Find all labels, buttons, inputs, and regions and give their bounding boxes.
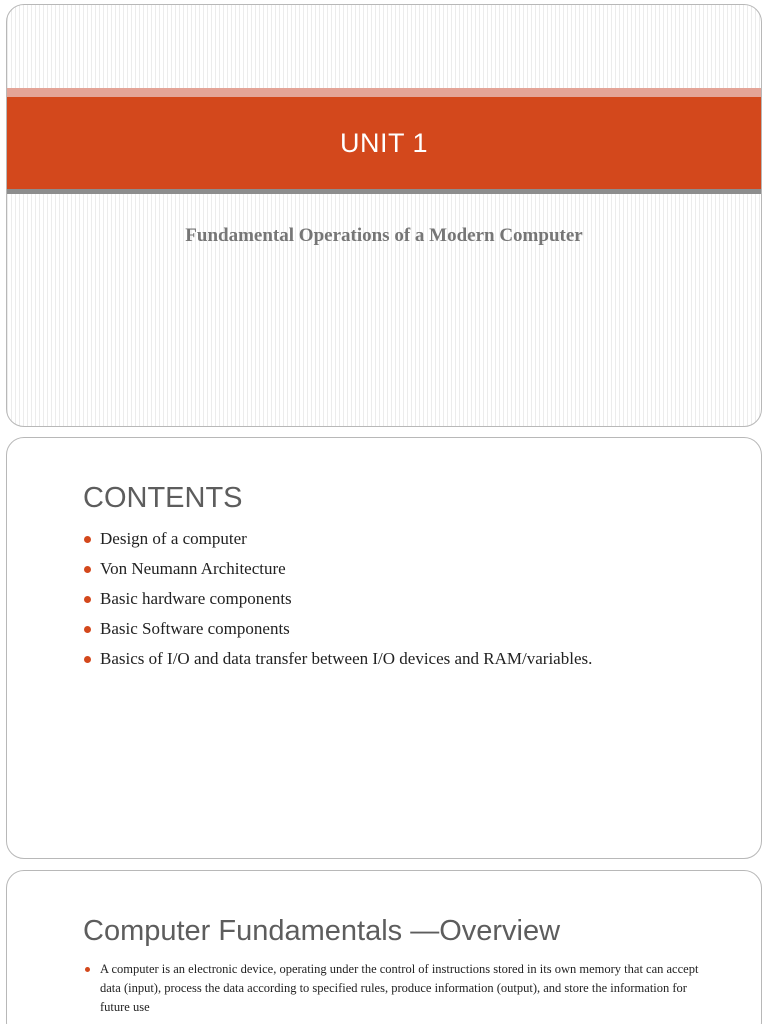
bullet-icon xyxy=(84,596,91,603)
contents-item xyxy=(83,647,731,677)
unit-subtitle: Fundamental Operations of a Modern Computer xyxy=(185,225,583,246)
title-band xyxy=(7,97,761,189)
overview-list xyxy=(83,960,715,1017)
bullet-icon xyxy=(84,536,91,543)
title-band-highlight xyxy=(7,88,761,97)
contents-item-text: Design of a computer xyxy=(100,529,247,548)
contents-item xyxy=(83,557,731,587)
contents-item-text: Von Neumann Architecture xyxy=(100,559,286,578)
contents-heading: CONTENTS xyxy=(83,482,243,514)
contents-item-text: Basics of I/O and data transfer between I/O devices and RAM/variables. xyxy=(100,649,593,668)
contents-item-text: Basic hardware components xyxy=(100,589,292,608)
slide-contents xyxy=(6,437,762,859)
overview-heading: Computer Fundamentals —Overview xyxy=(83,915,561,947)
contents-list xyxy=(83,527,731,677)
bullet-icon xyxy=(84,626,91,633)
contents-item-text: Basic Software components xyxy=(100,619,290,638)
unit-title: UNIT 1 xyxy=(339,127,429,158)
contents-item xyxy=(83,617,731,647)
slide-overview xyxy=(6,870,762,1024)
overview-item xyxy=(83,960,715,1017)
bullet-icon xyxy=(84,656,91,663)
title-band-shadow xyxy=(7,189,761,194)
overview-item-text: A computer is an electronic device, operating under the control of instructions stored in its own memory that can accept data (input), process the data according to specified rules, produce information (output), and store the information for future use xyxy=(100,962,699,1014)
contents-item xyxy=(83,587,731,617)
slide-title xyxy=(6,4,762,427)
contents-item xyxy=(83,527,731,557)
bullet-icon xyxy=(85,967,90,972)
bullet-icon xyxy=(84,566,91,573)
